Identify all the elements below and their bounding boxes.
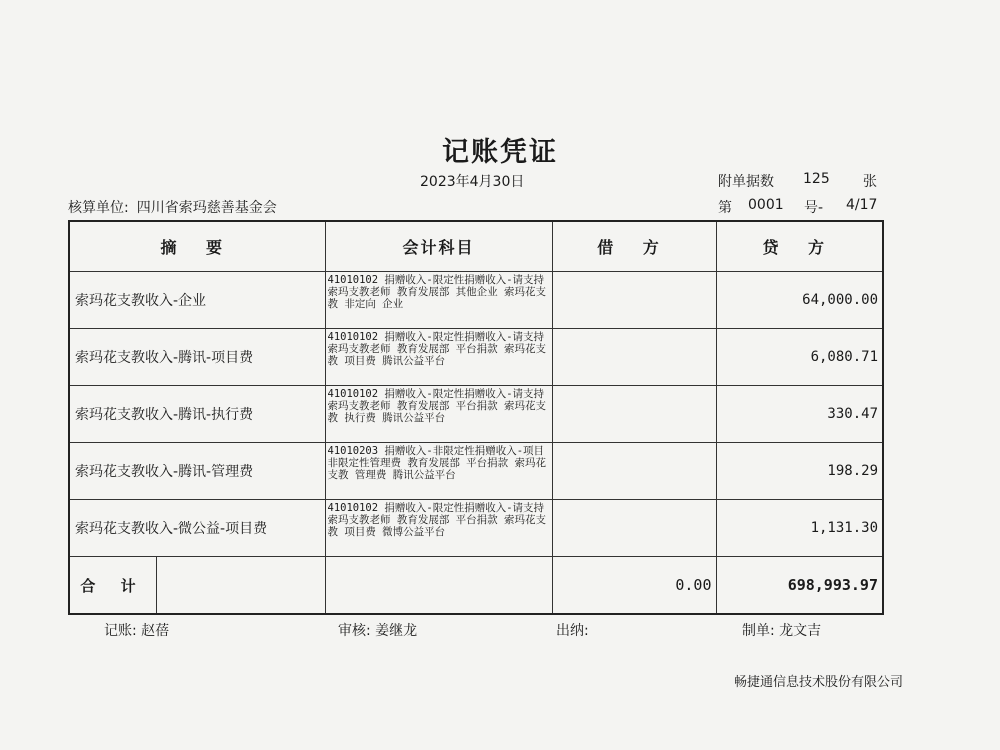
auditor-name: 姜继龙 <box>375 623 418 639</box>
row-debit <box>552 443 716 500</box>
preparer-label: 制单: <box>742 623 775 639</box>
row-debit <box>552 500 716 557</box>
row-credit: 6,080.71 <box>716 329 883 386</box>
header-debit: 借 方 <box>552 221 716 272</box>
voucher-number-suffix: 号- <box>804 200 824 216</box>
total-label: 合 计 <box>70 557 157 613</box>
signature-auditor <box>338 620 417 640</box>
row-summary: 索玛花支教收入-企业 <box>69 272 325 329</box>
attachment-number: 125 <box>803 171 830 187</box>
row-summary: 索玛花支教收入-腾讯-项目费 <box>69 329 325 386</box>
table-row <box>69 443 883 500</box>
total-row <box>69 557 883 615</box>
voucher-table <box>68 220 884 615</box>
row-summary: 索玛花支教收入-腾讯-执行费 <box>69 386 325 443</box>
cashier-label: 出纳: <box>556 623 589 639</box>
table-row <box>69 500 883 557</box>
table-row <box>69 272 883 329</box>
row-summary: 索玛花支教收入-腾讯-管理费 <box>69 443 325 500</box>
attachment-count <box>718 171 877 191</box>
table-header-row <box>69 221 883 272</box>
table-row <box>69 386 883 443</box>
total-credit: 698,993.97 <box>716 557 883 615</box>
row-credit: 198.29 <box>716 443 883 500</box>
row-account-text: 41010102 捐赠收入-限定性捐赠收入-请支持索玛支教老师 教育发展部 平台捐款 索玛花支教 项目费 腾讯公益平台 <box>327 331 546 367</box>
row-account <box>325 329 552 386</box>
voucher-date: 2023年4月30日 <box>420 174 525 190</box>
row-account-text: 41010102 捐赠收入-限定性捐赠收入-请支持索玛支教老师 教育发展部 平台捐款 索玛花支教 执行费 腾讯公益平台 <box>327 388 546 424</box>
signature-preparer <box>742 620 821 640</box>
voucher-title: 记账凭证 <box>442 137 558 168</box>
row-credit: 64,000.00 <box>716 272 883 329</box>
preparer-name: 龙文吉 <box>779 623 822 639</box>
bookkeeper-label: 记账: <box>104 623 137 639</box>
header-credit: 贷 方 <box>716 221 883 272</box>
total-debit: 0.00 <box>552 557 716 615</box>
row-account-text: 41010203 捐赠收入-非限定性捐赠收入-项目非限定性管理费 教育发展部 平台捐款 索玛花支教 管理费 腾讯公益平台 <box>327 445 546 481</box>
row-debit <box>552 272 716 329</box>
row-account <box>325 500 552 557</box>
row-account <box>325 443 552 500</box>
total-blank <box>157 557 325 613</box>
bookkeeper-name: 赵蓓 <box>141 623 170 639</box>
signature-bookkeeper <box>104 620 169 640</box>
row-debit <box>552 329 716 386</box>
total-cell <box>69 557 325 615</box>
row-credit: 330.47 <box>716 386 883 443</box>
accounting-unit <box>68 197 277 217</box>
voucher-page-index: 4/17 <box>846 197 878 213</box>
auditor-label: 审核: <box>338 623 371 639</box>
attachment-label: 附单据数 <box>718 174 774 190</box>
accounting-unit-value: 四川省索玛慈善基金会 <box>136 200 277 216</box>
header-summary: 摘 要 <box>69 221 325 272</box>
row-debit <box>552 386 716 443</box>
row-account <box>325 386 552 443</box>
row-credit: 1,131.30 <box>716 500 883 557</box>
row-account-text: 41010102 捐赠收入-限定性捐赠收入-请支持索玛支教老师 教育发展部 其他企业 索玛花支教 非定向 企业 <box>327 274 546 310</box>
voucher-number <box>718 197 878 217</box>
attachment-unit: 张 <box>863 174 877 190</box>
software-vendor: 畅捷通信息技术股份有限公司 <box>734 675 904 690</box>
signature-cashier <box>556 620 589 640</box>
row-account-text: 41010102 捐赠收入-限定性捐赠收入-请支持索玛支教老师 教育发展部 平台捐款 索玛花支教 项目费 微博公益平台 <box>327 502 546 538</box>
row-account <box>325 272 552 329</box>
voucher-number-label: 第 <box>718 200 732 216</box>
table-row <box>69 329 883 386</box>
header-account: 会计科目 <box>325 221 552 272</box>
row-summary: 索玛花支教收入-微公益-项目费 <box>69 500 325 557</box>
total-account-blank <box>325 557 552 615</box>
voucher-number-value: 0001 <box>748 197 784 213</box>
accounting-unit-label: 核算单位: <box>68 200 129 216</box>
